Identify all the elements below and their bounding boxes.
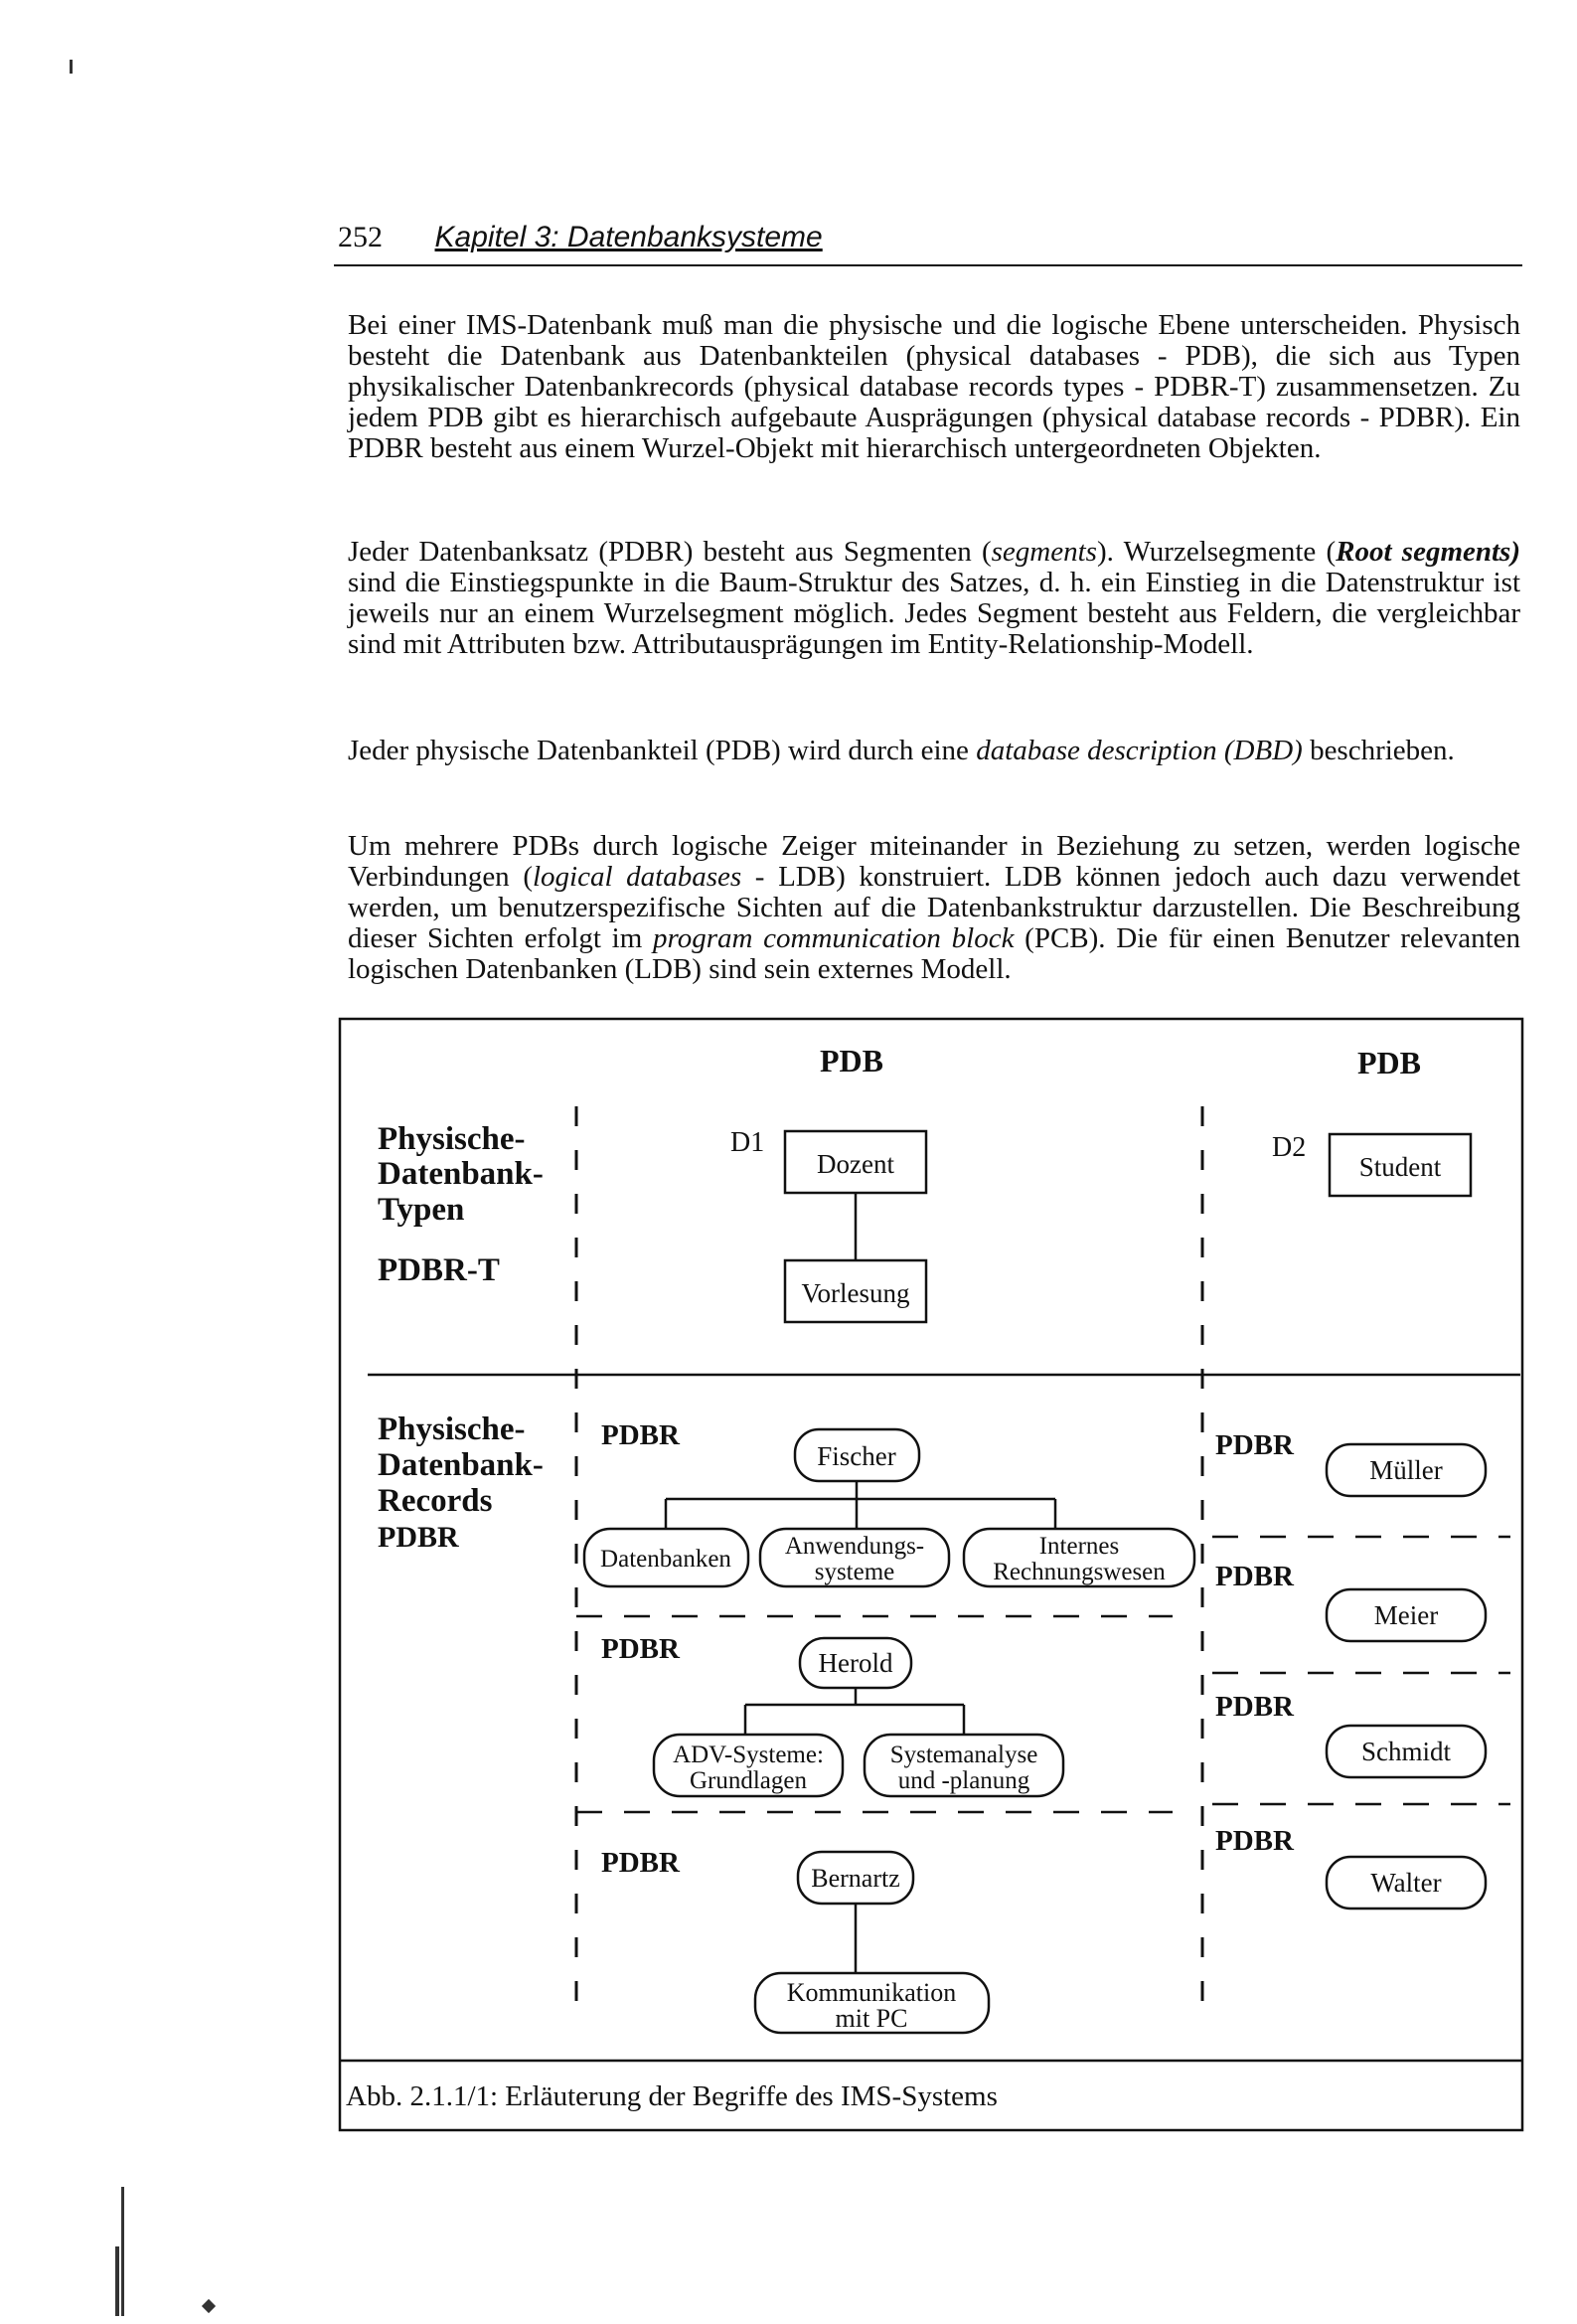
- anwendungs-text-2: systeme: [814, 1559, 895, 1585]
- p4-text-a: Um mehrere PDBs durch logische Zeiger miteinander in Beziehung zu setzen, werden logische Verbindungen (: [348, 830, 1520, 893]
- pdbr-right-2: PDBR: [1215, 1561, 1294, 1592]
- internes-text-1: Internes: [1038, 1533, 1120, 1560]
- figure-caption: Abb. 2.1.1/1: Erläuterung der Begriffe des IMS-Systems: [346, 2080, 998, 2112]
- student-text: Student: [1358, 1152, 1442, 1182]
- page-header: [338, 221, 1530, 254]
- pdbr-label-2: PDBR: [601, 1633, 680, 1665]
- systemanalyse-text-1: Systemanalyse: [889, 1742, 1038, 1768]
- datenbanken-text: Datenbanken: [600, 1546, 731, 1573]
- kommunikation-text-2: mit PC: [835, 2004, 908, 2033]
- scan-edge-mark-2: [121, 2187, 124, 2316]
- p4-term-ldb: logical databases: [532, 861, 742, 893]
- pdb-right-label: PDB: [1357, 1045, 1421, 1080]
- types-label-1: Physische-: [378, 1121, 526, 1157]
- dozent-text: Dozent: [817, 1149, 894, 1179]
- p2-text-a: Jeder Datenbanksatz (PDBR) besteht aus Segmenten (: [348, 536, 992, 568]
- systemanalyse-text-2: und -planung: [897, 1767, 1030, 1794]
- scan-speck: [70, 60, 73, 74]
- p3-text-c: beschrieben.: [1302, 735, 1455, 766]
- p3-term-dbd: database description (DBD): [976, 735, 1303, 766]
- page-number: 252: [338, 221, 383, 253]
- records-label-3: Records: [378, 1483, 493, 1519]
- kommunikation-text-1: Kommunikation: [786, 1978, 957, 2007]
- records-label-1: Physische-: [378, 1411, 526, 1447]
- pdbr-right-3: PDBR: [1215, 1691, 1294, 1723]
- ims-figure: [338, 1017, 1525, 2133]
- pdbr-right-1: PDBR: [1215, 1429, 1294, 1461]
- pdbr-t-label: PDBR-T: [378, 1252, 500, 1288]
- internes-text-2: Rechnungswesen: [993, 1559, 1166, 1585]
- types-label-2: Datenbank-: [378, 1156, 544, 1192]
- records-pdbr-label: PDBR: [378, 1521, 459, 1554]
- adv-text-2: Grundlagen: [689, 1767, 808, 1794]
- vorlesung-text: Vorlesung: [801, 1278, 910, 1308]
- chapter-title: Kapitel 3: Datenbanksysteme: [434, 221, 823, 253]
- scan-edge-mark: [115, 2246, 119, 2316]
- schmidt-text: Schmidt: [1360, 1737, 1452, 1766]
- meier-text: Meier: [1373, 1600, 1439, 1630]
- paragraph-3: [348, 736, 1520, 766]
- types-label-3: Typen: [378, 1192, 465, 1228]
- p4-term-pcb: program communication block: [652, 922, 1015, 954]
- adv-text-1: ADV-Systeme:: [673, 1742, 824, 1768]
- d2-label: D2: [1272, 1132, 1307, 1163]
- bernartz-text: Bernartz: [811, 1864, 900, 1893]
- ims-diagram: [338, 1017, 1525, 2133]
- fischer-text: Fischer: [817, 1441, 896, 1471]
- p2-term-segments: segments: [991, 536, 1097, 568]
- p4-text-c: - LDB) konstruiert. LDB können jedoch auch dazu verwendet werden, um benutzerspezifische Sichten auf die Datenbankstruktur darzustellen. Die Beschreibung dieser Sichten erfolgt im: [348, 861, 1521, 954]
- scan-arrow-mark: [202, 2299, 216, 2313]
- p2-term-root-segments: Root segments): [1336, 536, 1520, 568]
- herold-text: Herold: [818, 1648, 893, 1678]
- p3-text-a: Jeder physische Datenbankteil (PDB) wird durch eine: [348, 735, 977, 766]
- pdbr-right-4: PDBR: [1215, 1825, 1294, 1857]
- header-rule: [334, 264, 1522, 266]
- paragraph-4: [348, 831, 1520, 985]
- paragraph-2: [348, 537, 1520, 660]
- records-label-2: Datenbank-: [378, 1447, 544, 1483]
- pdbr-label-3: PDBR: [601, 1847, 680, 1879]
- walter-text: Walter: [1370, 1868, 1442, 1898]
- p4-text-e: (PCB). Die für einen Benutzer relevanten logischen Datenbanken (LDB) sind sein externes Modell.: [348, 922, 1520, 985]
- p2-text-c: ). Wurzelsegmente (: [1096, 536, 1337, 568]
- p2-text-e: sind die Einstiegspunkte in die Baum-Struktur des Satzes, d. h. ein Einstieg in die Datenstruktur ist jeweils nur an einem Wurzelsegment möglich. Jedes Segment besteht aus Feldern, die vergleichbar sind mit Attributen bzw. Attributausprägungen im Entity-Relationship-Modell.: [348, 567, 1520, 660]
- d1-label: D1: [730, 1127, 765, 1158]
- pdbr-label-1: PDBR: [601, 1419, 680, 1451]
- mueller-text: Müller: [1369, 1455, 1443, 1485]
- pdb-left-label: PDB: [820, 1043, 883, 1079]
- paragraph-1: Bei einer IMS-Datenbank muß man die physische und die logische Ebene unterscheiden. Physisch besteht die Datenbank aus Datenbankteilen (physical databases - PDB), die sich aus Typen physikalischer Datenbankrecords (physical database records types - PDBR-T) zusammensetzen. Zu jedem PDB gibt es hierarchisch aufgebaute Ausprägungen (physical database records - PDBR). Ein PDBR besteht aus einem Wurzel-Objekt mit hierarchisch untergeordneten Objekten.: [348, 309, 1520, 464]
- anwendungs-text-1: Anwendungs-: [784, 1533, 925, 1560]
